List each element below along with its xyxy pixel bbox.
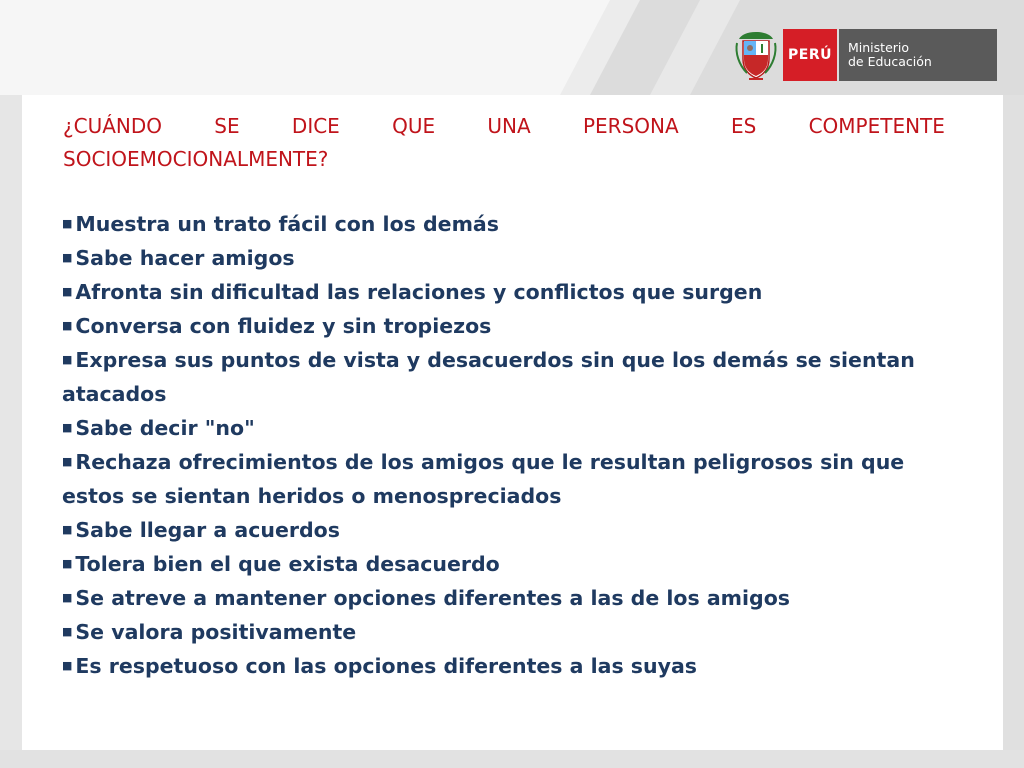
list-item — [62, 581, 962, 615]
question-word: QUE — [392, 114, 436, 138]
list-item-text: Sabe decir "no" — [75, 416, 255, 440]
question-line-2: SOCIOEMOCIONALMENTE? — [63, 147, 329, 171]
list-item — [62, 343, 962, 411]
list-item-text: Es respetuoso con las opciones diferentes a las suyas — [75, 654, 698, 678]
peru-coat-of-arms-icon — [733, 29, 779, 81]
list-item — [62, 411, 962, 445]
square-bullet-icon: ■ — [62, 625, 73, 638]
square-bullet-icon: ■ — [62, 251, 73, 264]
square-bullet-icon: ■ — [62, 557, 73, 570]
square-bullet-icon: ■ — [62, 319, 73, 332]
ministry-line-2: de Educación — [848, 54, 932, 69]
square-bullet-icon: ■ — [62, 523, 73, 536]
list-item-text: Sabe hacer amigos — [75, 246, 295, 270]
question-word: PERSONA — [582, 114, 679, 138]
list-item — [62, 547, 962, 581]
list-item-text: Se atreve a mantener opciones diferentes a las de los amigos — [75, 586, 791, 610]
list-item — [62, 649, 962, 683]
ministry-logo — [733, 29, 997, 81]
list-item-text: Muestra un trato fácil con los demás — [75, 212, 499, 236]
square-bullet-icon: ■ — [62, 455, 73, 468]
list-item-text: Conversa con fluidez y sin tropiezos — [75, 314, 492, 338]
ministry-label — [839, 29, 997, 81]
square-bullet-icon: ■ — [62, 353, 73, 366]
square-bullet-icon: ■ — [62, 591, 73, 604]
square-bullet-icon: ■ — [62, 285, 73, 298]
ministry-line-1: Ministerio — [848, 40, 910, 55]
question-word: ¿CUÁNDO — [63, 114, 163, 138]
question-line-1 — [63, 110, 945, 143]
list-item-text: Expresa sus puntos de vista y desacuerdos sin que los demás se sientan atacados — [62, 348, 915, 406]
competence-list — [62, 207, 962, 683]
list-item-text: Afronta sin dificultad las relaciones y conflictos que surgen — [75, 280, 763, 304]
list-item — [62, 615, 962, 649]
list-item — [62, 207, 962, 241]
list-item-text: Sabe llegar a acuerdos — [75, 518, 340, 542]
list-item — [62, 309, 962, 343]
list-item-text: Se valora positivamente — [75, 620, 357, 644]
question-word: SE — [214, 114, 240, 138]
list-item — [62, 241, 962, 275]
square-bullet-icon: ■ — [62, 421, 73, 434]
question-heading — [63, 110, 945, 176]
list-item-text: Tolera bien el que exista desacuerdo — [75, 552, 500, 576]
question-word: UNA — [487, 114, 531, 138]
peru-label: PERÚ — [783, 29, 837, 81]
square-bullet-icon: ■ — [62, 217, 73, 230]
question-word: ES — [730, 114, 757, 138]
list-item — [62, 275, 962, 309]
list-item — [62, 513, 962, 547]
square-bullet-icon: ■ — [62, 659, 73, 672]
list-item — [62, 445, 962, 513]
question-word: DICE — [291, 114, 340, 138]
list-item-text: Rechaza ofrecimientos de los amigos que le resultan peligrosos sin que estos se sientan heridos o menospreciados — [62, 450, 905, 508]
question-word: COMPETENTE — [808, 114, 945, 138]
